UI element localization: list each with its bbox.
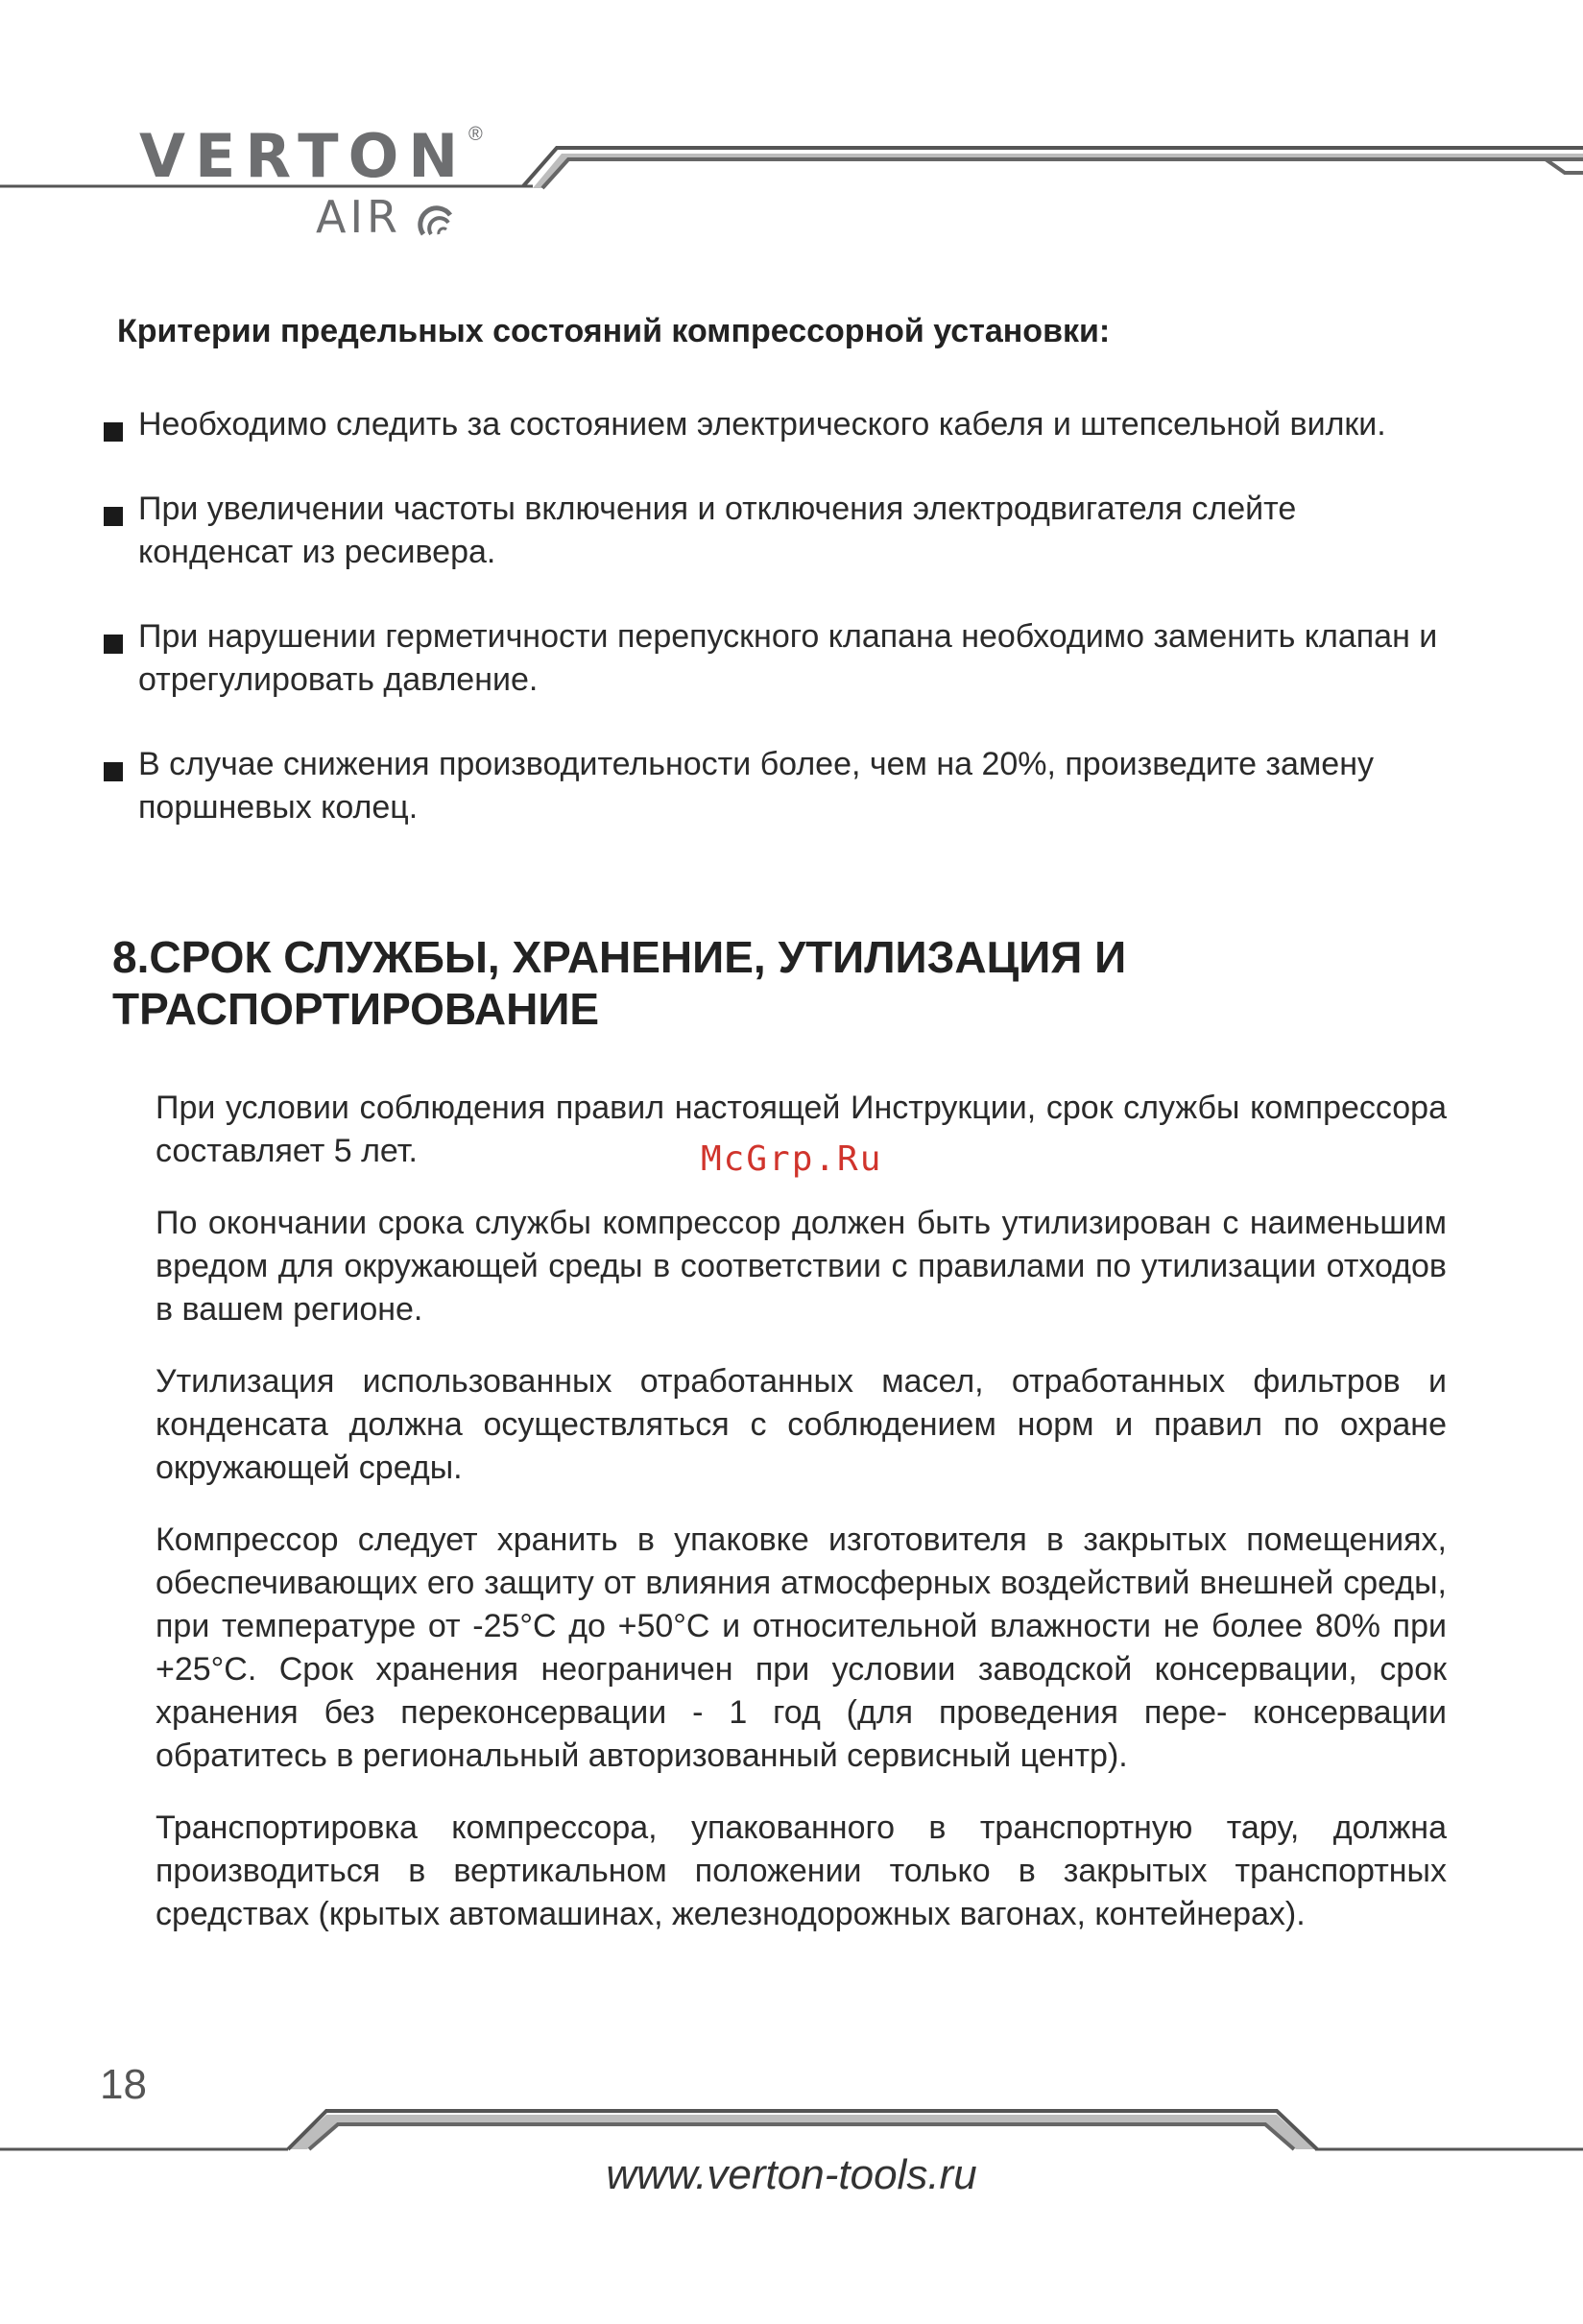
logo-registered-mark: ® — [468, 124, 483, 145]
logo-brand-sub — [316, 192, 456, 242]
square-bullet-icon — [104, 422, 123, 442]
paragraph-storage: Компрессор следует хранить в упаковке изготовителя в закрытых помещениях, обеспечивающих его защиту от влияния атмосферных воздействий внешней среды, при температуре от -25°С до +50°С и относительной влажности не более 80% при +25°С. Срок хранения неограничен при условии заводской консервации, срок хранения без переконсервации - 1 год (для проведения пере- консервации обратитесь в региональный авторизованный сервисный центр). — [156, 1521, 1447, 1774]
paragraph-waste-oils: Утилизация использованных отработанных масел, отработанных фильтров и конденсата должна осуществляться с соблюдением норм и правил по охране окружающей среды. — [156, 1363, 1447, 1486]
section-body — [156, 1087, 1447, 1965]
list-item — [104, 488, 1448, 574]
square-bullet-icon — [104, 635, 123, 654]
list-item — [104, 615, 1448, 702]
list-item-text: При увеличении частоты включения и отключения электродвигателя слейте конденсат из ресивера. — [138, 491, 1297, 570]
square-bullet-icon — [104, 507, 123, 526]
footer-website-link[interactable] — [0, 2148, 1583, 2202]
criteria-heading: Критерии предельных состояний компрессорной установки: — [117, 313, 1111, 349]
footer-url-text: www.verton-tools.ru — [606, 2151, 977, 2198]
logo-brand-main: VERTON — [139, 121, 468, 191]
criteria-list — [104, 403, 1448, 871]
list-item-text: При нарушении герметичности перепускного клапана необходимо заменить клапан и отрегулировать давление. — [138, 618, 1438, 698]
paragraph-disposal: По окончании срока службы компрессор должен быть утилизирован с наименьшим вредом для окружающей среды в соответствии с правилами по утилизации отходов в вашем регионе. — [156, 1205, 1447, 1328]
logo-air-text: AIR — [316, 191, 401, 243]
list-item — [104, 743, 1448, 829]
list-item-text: В случае снижения производительности более, чем на 20%, произведите замену поршневых колец. — [138, 746, 1374, 826]
page-number: 18 — [100, 2061, 147, 2108]
watermark-text: McGrp.Ru — [701, 1139, 883, 1179]
list-item-text: Необходимо следить за состоянием электрического кабеля и штепсельной вилки. — [138, 406, 1386, 443]
square-bullet-icon — [104, 762, 123, 781]
list-item — [104, 403, 1448, 446]
paragraph-service-life: При условии соблюдения правил настоящей Инструкции, срок службы компрессора составляет 5 лет. — [156, 1090, 1447, 1169]
section-heading-line1: 8.СРОК СЛУЖБЫ, ХРАНЕНИЕ, УТИЛИЗАЦИЯ И — [112, 932, 1127, 982]
section-heading-line2: ТРАСПОРТИРОВАНИЕ — [112, 984, 600, 1034]
section-heading — [112, 931, 1360, 1035]
paragraph-transport: Транспортировка компрессора, упакованного в транспортную тару, должна производиться в вертикальном положении только в закрытых транспортных средствах (крытых автомашинах, железнодорожных вагонах, контейнерах). — [156, 1809, 1447, 1932]
air-wave-icon — [418, 202, 456, 240]
header-decorative-rule — [0, 144, 1583, 192]
